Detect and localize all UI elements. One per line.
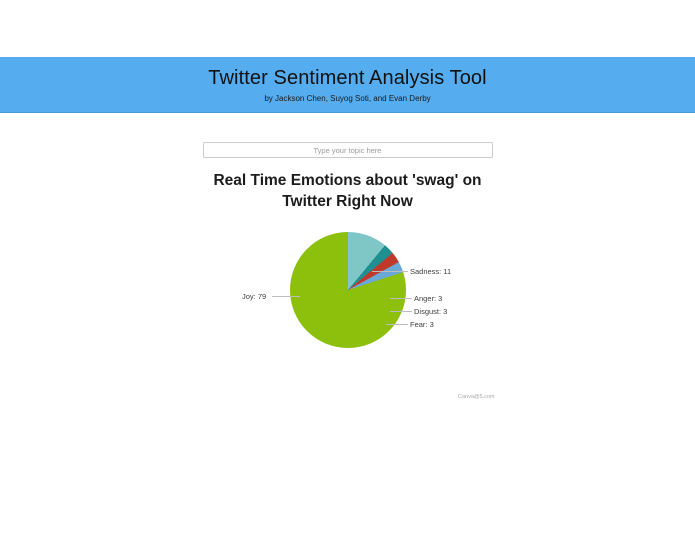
top-whitespace — [0, 0, 695, 57]
pie-graphic — [290, 232, 406, 348]
disgust-leader-line — [390, 311, 412, 312]
label-anger: Anger: 3 — [414, 294, 443, 303]
label-sadness: Sadness: 11 — [410, 267, 452, 276]
label-fear: Fear: 3 — [410, 320, 434, 329]
footer-whitespace — [0, 418, 695, 538]
app-header — [0, 57, 695, 113]
chart-title-line-1: Real Time Emotions about 'swag' on — [213, 172, 482, 189]
page-subtitle: by Jackson Chen, Suyog Soti, and Evan Derby — [264, 94, 431, 103]
anger-leader-line — [390, 298, 412, 299]
chart-title — [168, 170, 528, 212]
pie-slices — [290, 232, 406, 348]
label-disgust: Disgust: 3 — [414, 307, 448, 316]
joy-leader-line — [272, 296, 300, 297]
chart-title-line-2: Twitter Right Now — [282, 193, 413, 210]
fear-leader-line — [386, 324, 408, 325]
pie-chart — [0, 218, 695, 418]
page-title: Twitter Sentiment Analysis Tool — [208, 67, 487, 89]
search-row — [0, 142, 695, 158]
label-joy: Joy: 79 — [242, 292, 267, 301]
sadness-leader-line — [372, 271, 408, 272]
main-content — [0, 113, 695, 543]
watermark-text: Canva@5.com — [458, 394, 495, 400]
topic-search-input[interactable] — [203, 142, 493, 158]
